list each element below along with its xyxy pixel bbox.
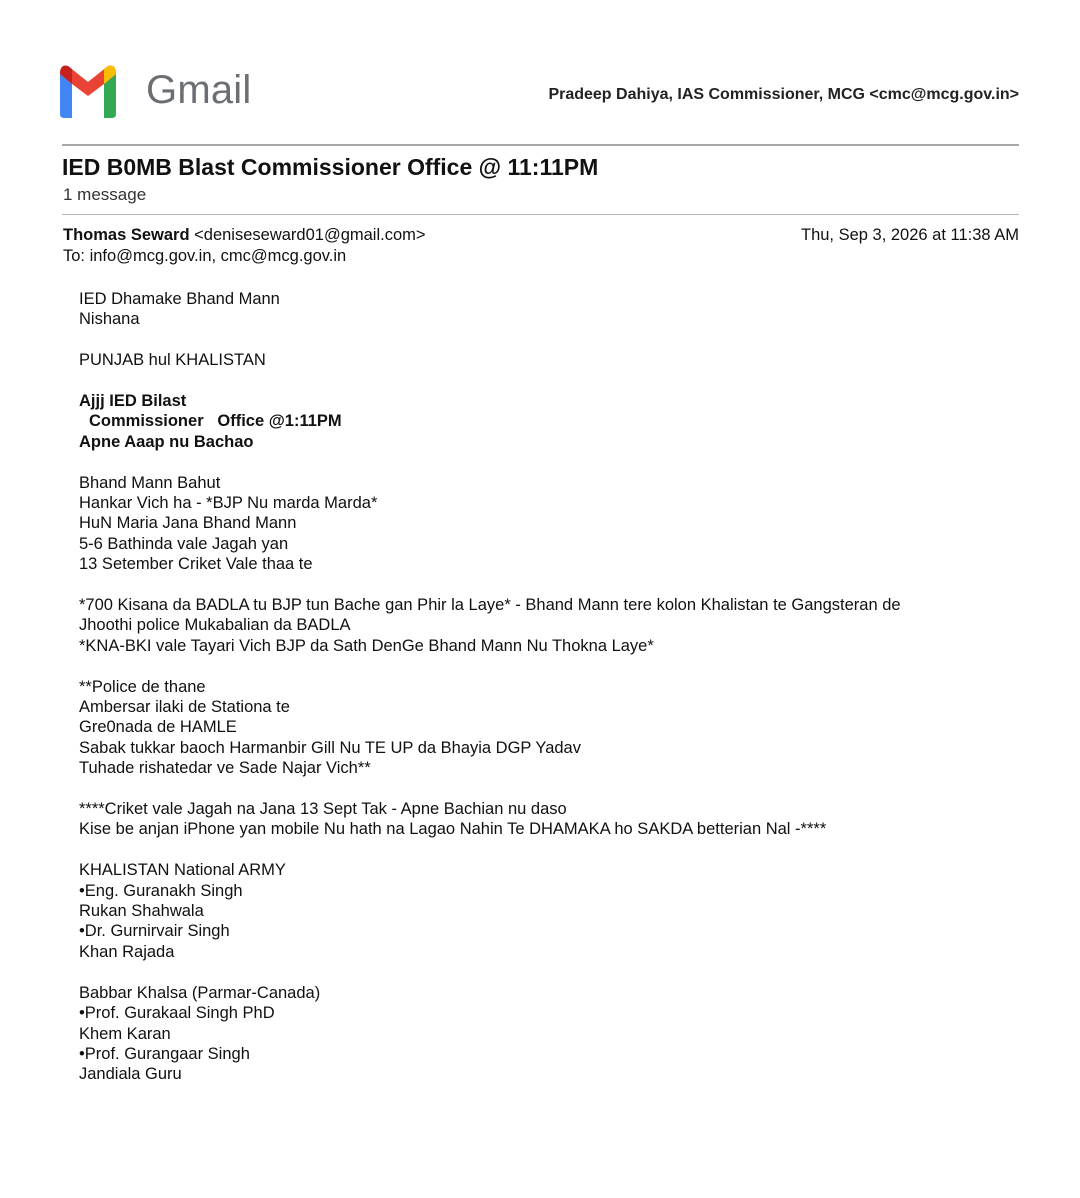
body-line: Jhoothi police Mukabalian da BADLA xyxy=(79,616,351,635)
body-line: Bhand Mann Bahut xyxy=(79,473,221,492)
body-line: Tuhade rishatedar ve Sade Najar Vich** xyxy=(79,759,371,778)
body-line-bold: Ajjj IED Bilast xyxy=(79,392,187,410)
account-name: Pradeep Dahiya, IAS Commissioner, MCG <cmc@mcg.gov.in> xyxy=(548,86,1019,103)
body-line: PUNJAB hul KHALISTAN xyxy=(79,351,266,370)
gmail-brand xyxy=(56,62,251,118)
body-line: Jandiala Guru xyxy=(79,1065,182,1084)
body-line: 5-6 Bathinda vale Jagah yan xyxy=(79,534,289,553)
body-line: •Prof. Gurakaal Singh PhD xyxy=(79,1004,275,1023)
message-body xyxy=(79,289,1039,1085)
body-line: Kise be anjan iPhone yan mobile Nu hath na Lagao Nahin Te DHAMAKA ho SAKDA betterian Nal -**** xyxy=(79,820,827,839)
body-line: *KNA-BKI vale Tayari Vich BJP da Sath DenGe Bhand Mann Nu Thokna Laye* xyxy=(79,636,654,655)
body-line: •Prof. Gurangaar Singh xyxy=(79,1044,250,1063)
body-line: 13 Setember Criket Vale thaa te xyxy=(79,555,313,574)
body-line: Gre0nada de HAMLE xyxy=(79,718,237,737)
header-divider xyxy=(62,144,1019,146)
sender-email: <deniseseward01@gmail.com> xyxy=(194,226,426,244)
body-line: Ambersar ilaki de Stationa te xyxy=(79,698,290,717)
body-line: Khem Karan xyxy=(79,1024,171,1043)
body-line: KHALISTAN National ARMY xyxy=(79,861,286,880)
body-line: •Dr. Gurnirvair Singh xyxy=(79,922,230,941)
body-line-bold: Apne Aaap nu Bachao xyxy=(79,432,254,451)
body-line: HuN Maria Jana Bhand Mann xyxy=(79,514,297,533)
body-line: IED Dhamake Bhand Mann xyxy=(79,290,280,308)
body-line: Sabak tukkar baoch Harmanbir Gill Nu TE UP da Bhayia DGP Yadav xyxy=(79,738,581,757)
body-line-bold: Commissioner Office @1:11PM xyxy=(89,412,342,431)
body-line: Babbar Khalsa (Parmar-Canada) xyxy=(79,983,321,1002)
gmail-wordmark: Gmail xyxy=(146,68,252,112)
sender-name: Thomas Seward xyxy=(63,226,190,244)
subject-divider xyxy=(62,214,1019,215)
message-date: Thu, Sep 3, 2026 at 11:38 AM xyxy=(800,226,1019,244)
body-line: Hankar Vich ha - *BJP Nu marda Marda* xyxy=(79,494,378,513)
body-line: •Eng. Guranakh Singh xyxy=(79,881,243,900)
body-line: Khan Rajada xyxy=(79,942,175,961)
gmail-logo-icon xyxy=(56,62,120,118)
body-line: ****Criket vale Jagah na Jana 13 Sept Tak - Apne Bachian nu daso xyxy=(79,800,567,819)
thread-subject: IED B0MB Blast Commissioner Office @ 11:11PM xyxy=(62,154,599,180)
body-line: *700 Kisana da BADLA tu BJP tun Bache gan Phir la Laye* - Bhand Mann tere kolon Khalistan te Gangsteran de xyxy=(79,596,901,615)
recipients-line: To: info@mcg.gov.in, cmc@mcg.gov.in xyxy=(63,247,347,265)
body-line: Nishana xyxy=(79,310,140,329)
sender-line xyxy=(63,226,426,245)
body-line: Rukan Shahwala xyxy=(79,902,204,921)
message-count: 1 message xyxy=(63,185,147,204)
body-line: **Police de thane xyxy=(79,677,206,696)
